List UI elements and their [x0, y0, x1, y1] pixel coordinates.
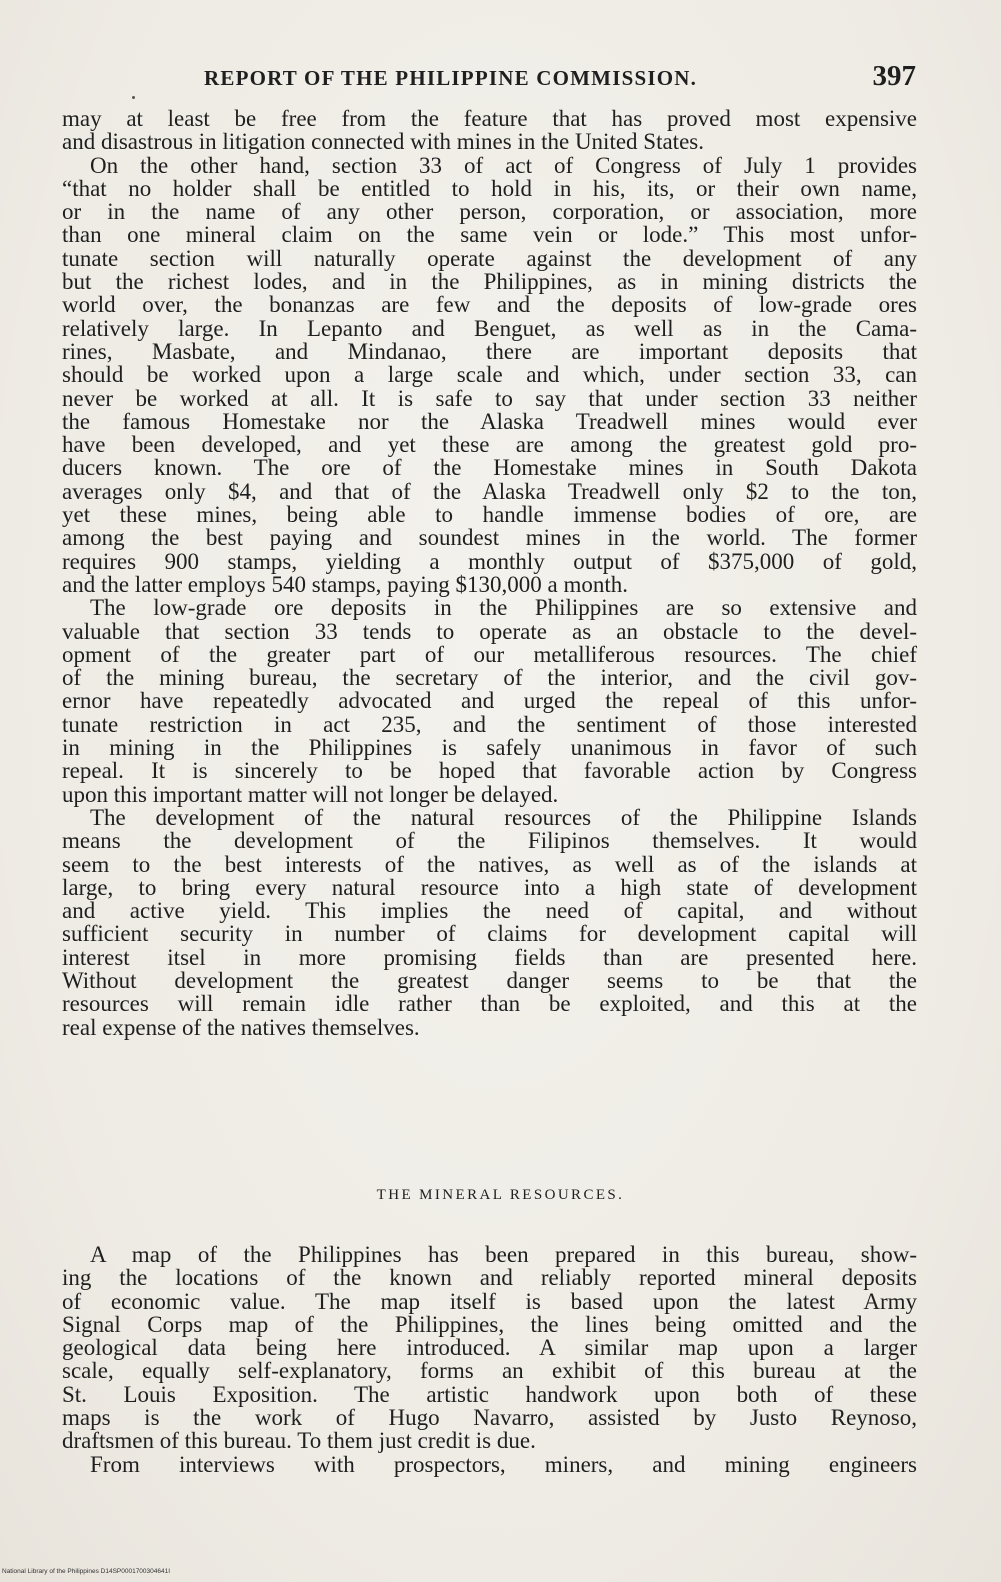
text-line: means the development of the Filipinos themselves. It would [62, 828, 917, 854]
text-line: never be worked at all. It is safe to say that under section 33 neither [62, 385, 917, 411]
text-line: but the richest lodes, and in the Philippines, as in mining districts the [62, 269, 917, 295]
text-line: in mining in the Philippines is safely unanimous in favor of such [62, 735, 917, 761]
text-line: geological data being here introduced. A similar map upon a larger [62, 1335, 917, 1361]
section-heading: THE MINERAL RESOURCES. [376, 1187, 625, 1203]
text-line: real expense of the natives themselves. [62, 1014, 420, 1040]
text-line: or in the name of any other person, corporation, or association, more [62, 199, 917, 225]
text-line: may at least be free from the feature that has proved most expensive [62, 106, 917, 131]
page-number: 397 [872, 60, 916, 92]
text-line: scale, equally self-explanatory, forms an exhibit of this bureau at the [62, 1358, 917, 1384]
text-line: of economic value. The map itself is based upon the latest Army [62, 1288, 917, 1314]
text-line: should be worked upon a large scale and which, under section 33, can [62, 362, 917, 388]
ink-speck [132, 96, 135, 99]
text-line: ducers known. The ore of the Homestake mines in South Dakota [62, 455, 917, 481]
text-line: requires 900 stamps, yielding a monthly output of $375,000 of gold, [62, 548, 917, 574]
text-line: The development of the natural resources of the Philippine Islands [90, 804, 917, 830]
text-line: ing the locations of the known and reliably reported mineral deposits [62, 1265, 917, 1291]
text-line: rines, Masbate, and Mindanao, there are important deposits that [62, 338, 917, 364]
running-title: REPORT OF THE PHILIPPINE COMMISSION. [204, 66, 698, 90]
text-line: averages only $4, and that of the Alaska Treadwell only $2 to the ton, [62, 478, 917, 504]
text-line: and disastrous in litigation connected with mines in the United States. [62, 129, 704, 155]
text-line: The low-grade ore deposits in the Philippines are so extensive and [90, 595, 917, 621]
text-line: interest itsel in more promising fields than are presented here. [62, 944, 917, 970]
body-text-block-1 [62, 107, 917, 1039]
archive-footer: National Library of the Philippines D14SP0001700304641I [2, 1568, 171, 1575]
text-line: Without development the greatest danger seems to be that the [62, 967, 917, 993]
text-line: among the best paying and soundest mines in the world. The former [62, 525, 917, 551]
text-line: valuable that section 33 tends to operate as an obstacle to the devel- [62, 618, 917, 644]
text-line: Signal Corps map of the Philippines, the lines being omitted and the [62, 1311, 917, 1337]
text-line: “that no holder shall be entitled to hold in his, its, or their own name, [62, 175, 917, 201]
body-text-block-2 [62, 1243, 917, 1476]
text-line: tunate section will naturally operate against the development of any [62, 245, 917, 271]
text-line: yet these mines, being able to handle immense bodies of ore, are [62, 502, 917, 528]
text-line: have been developed, and yet these are among the greatest gold pro- [62, 432, 917, 458]
text-line: relatively large. In Lepanto and Benguet, as well as in the Cama- [62, 315, 917, 341]
text-line: repeal. It is sincerely to be hoped that favorable action by Congress [62, 758, 917, 784]
text-line: ernor have repeatedly advocated and urged the repeal of this unfor- [62, 688, 917, 714]
text-line: than one mineral claim on the same vein or lode.” This most unfor- [62, 222, 917, 248]
text-line: large, to bring every natural resource into a high state of development [62, 874, 917, 900]
text-line: of the mining bureau, the secretary of the interior, and the civil gov- [62, 665, 917, 691]
text-line: On the other hand, section 33 of act of Congress of July 1 provides [90, 152, 917, 178]
text-line: draftsmen of this bureau. To them just credit is due. [62, 1428, 536, 1454]
text-line: and active yield. This implies the need of capital, and without [62, 898, 917, 924]
text-line: resources will remain idle rather than be exploited, and this at the [62, 991, 917, 1017]
text-line: seem to the best interests of the natives, as well as of the islands at [62, 851, 917, 877]
text-line: and the latter employs 540 stamps, paying $130,000 a month. [62, 571, 628, 597]
text-line: From interviews with prospectors, miners, and mining engineers [90, 1451, 917, 1477]
text-line: A map of the Philippines has been prepared in this bureau, show- [90, 1242, 917, 1267]
text-line: world over, the bonanzas are few and the deposits of low-grade ores [62, 292, 917, 318]
running-head [196, 60, 916, 100]
text-line: opment of the greater part of our metalliferous resources. The chief [62, 641, 917, 667]
text-line: the famous Homestake nor the Alaska Treadwell mines would ever [62, 408, 917, 434]
text-line: tunate restriction in act 235, and the sentiment of those interested [62, 711, 917, 737]
text-line: St. Louis Exposition. The artistic handwork upon both of these [62, 1381, 917, 1407]
text-line: maps is the work of Hugo Navarro, assisted by Justo Reynoso, [62, 1405, 917, 1431]
text-line: upon this important matter will not longer be delayed. [62, 781, 559, 807]
text-line: sufficient security in number of claims for development capital will [62, 921, 917, 947]
